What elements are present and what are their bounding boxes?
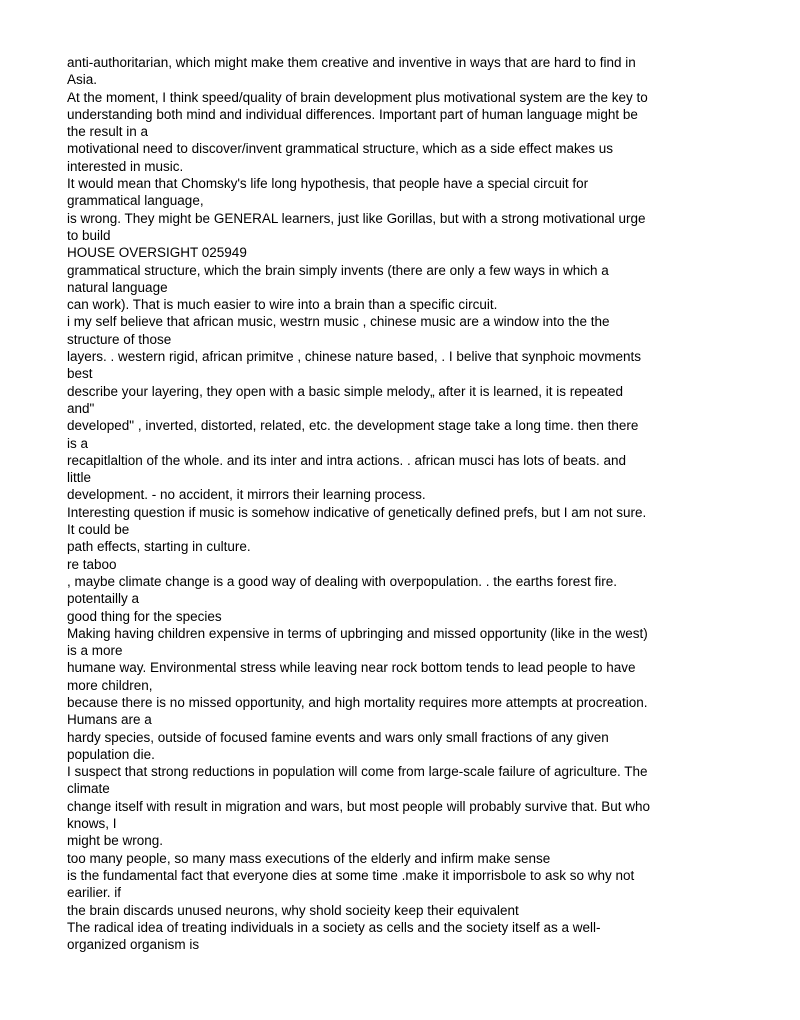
text-line: because there is no missed opportunity, and high mortality requires more attempts at procreation. bbox=[67, 694, 648, 710]
text-line: humane way. Environmental stress while leaving near rock bottom tends to lead people to have bbox=[67, 660, 636, 676]
text-line: interested in music. bbox=[67, 158, 184, 174]
text-line: little bbox=[67, 470, 92, 486]
text-line: is the fundamental fact that everyone dies at some time .make it imporrisbole to ask so why not bbox=[67, 867, 635, 883]
text-line: motivational need to discover/invent grammatical structure, which as a side effect makes us bbox=[67, 141, 614, 157]
text-line: too many people, so many mass executions of the elderly and infirm make sense bbox=[67, 850, 551, 866]
text-line: , maybe climate change is a good way of dealing with overpopulation. . the earths forest fire. bbox=[67, 573, 618, 589]
text-line: knows, I bbox=[67, 816, 117, 832]
text-line: At the moment, I think speed/quality of brain development plus motivational system are the key to bbox=[67, 89, 648, 105]
text-line: understanding both mind and individual differences. Important part of human language might be bbox=[67, 106, 638, 122]
text-line: developed" , inverted, distorted, related, etc. the development stage take a long time. then there bbox=[67, 418, 639, 434]
text-line: organized organism is bbox=[67, 937, 200, 953]
text-line: and" bbox=[67, 400, 95, 416]
text-line: hardy species, outside of focused famine events and wars only small fractions of any given bbox=[67, 729, 609, 745]
text-line: re taboo bbox=[67, 556, 117, 572]
text-line: anti-authoritarian, which might make them creative and inventive in ways that are hard to find in bbox=[67, 55, 636, 70]
text-line: climate bbox=[67, 781, 110, 797]
text-line: structure of those bbox=[67, 331, 172, 347]
text-line: natural language bbox=[67, 279, 168, 295]
text-line: the result in a bbox=[67, 124, 149, 140]
text-line: HOUSE OVERSIGHT 025949 bbox=[67, 245, 247, 261]
text-line: best bbox=[67, 366, 93, 382]
text-line: to build bbox=[67, 227, 111, 243]
document-text-block bbox=[67, 54, 762, 953]
text-line: change itself with result in migration and wars, but most people will probably survive that. But who bbox=[67, 798, 651, 814]
text-line: i my self believe that african music, westrn music , chinese music are a window into the the bbox=[67, 314, 610, 330]
text-line: grammatical language, bbox=[67, 193, 204, 209]
text-line: I suspect that strong reductions in population will come from large-scale failure of agriculture. The bbox=[67, 764, 648, 780]
text-line: grammatical structure, which the brain simply invents (there are only a few ways in which a bbox=[67, 262, 609, 278]
text-line: describe your layering, they open with a basic simple melody„ after it is learned, it is repeated bbox=[67, 383, 624, 399]
text-line: It would mean that Chomsky's life long hypothesis, that people have a special circuit for bbox=[67, 176, 589, 192]
text-line: layers. . western rigid, african primitve , chinese nature based, . I belive that synphoic movments bbox=[67, 349, 642, 365]
text-line: the brain discards unused neurons, why shold socieity keep their equivalent bbox=[67, 902, 519, 918]
text-line: can work). That is much easier to wire into a brain than a specific circuit. bbox=[67, 297, 498, 313]
text-line: Humans are a bbox=[67, 712, 152, 728]
text-line: good thing for the species bbox=[67, 608, 222, 624]
text-line: development. - no accident, it mirrors their learning process. bbox=[67, 487, 426, 503]
text-line: more children, bbox=[67, 677, 153, 693]
text-line: The radical idea of treating individuals in a society as cells and the society itself as a well- bbox=[67, 919, 601, 935]
text-line: population die. bbox=[67, 746, 155, 762]
text-line: potentailly a bbox=[67, 591, 140, 607]
text-line: recapitlaltion of the whole. and its inter and intra actions. . african musci has lots of beats. and bbox=[67, 452, 627, 468]
text-line: is wrong. They might be GENERAL learners, just like Gorillas, but with a strong motivational urge bbox=[67, 210, 646, 226]
text-line: Interesting question if music is somehow indicative of genetically defined prefs, but I am not sure. bbox=[67, 504, 647, 520]
text-line: earilier. if bbox=[67, 885, 122, 901]
text-line: is a bbox=[67, 435, 89, 451]
text-line: Making having children expensive in terms of upbringing and missed opportunity (like in the west) bbox=[67, 625, 648, 641]
text-line: path effects, starting in culture. bbox=[67, 539, 251, 555]
text-line: Asia. bbox=[67, 72, 98, 88]
text-line: It could be bbox=[67, 522, 130, 538]
text-line: is a more bbox=[67, 643, 123, 659]
text-line: might be wrong. bbox=[67, 833, 164, 849]
